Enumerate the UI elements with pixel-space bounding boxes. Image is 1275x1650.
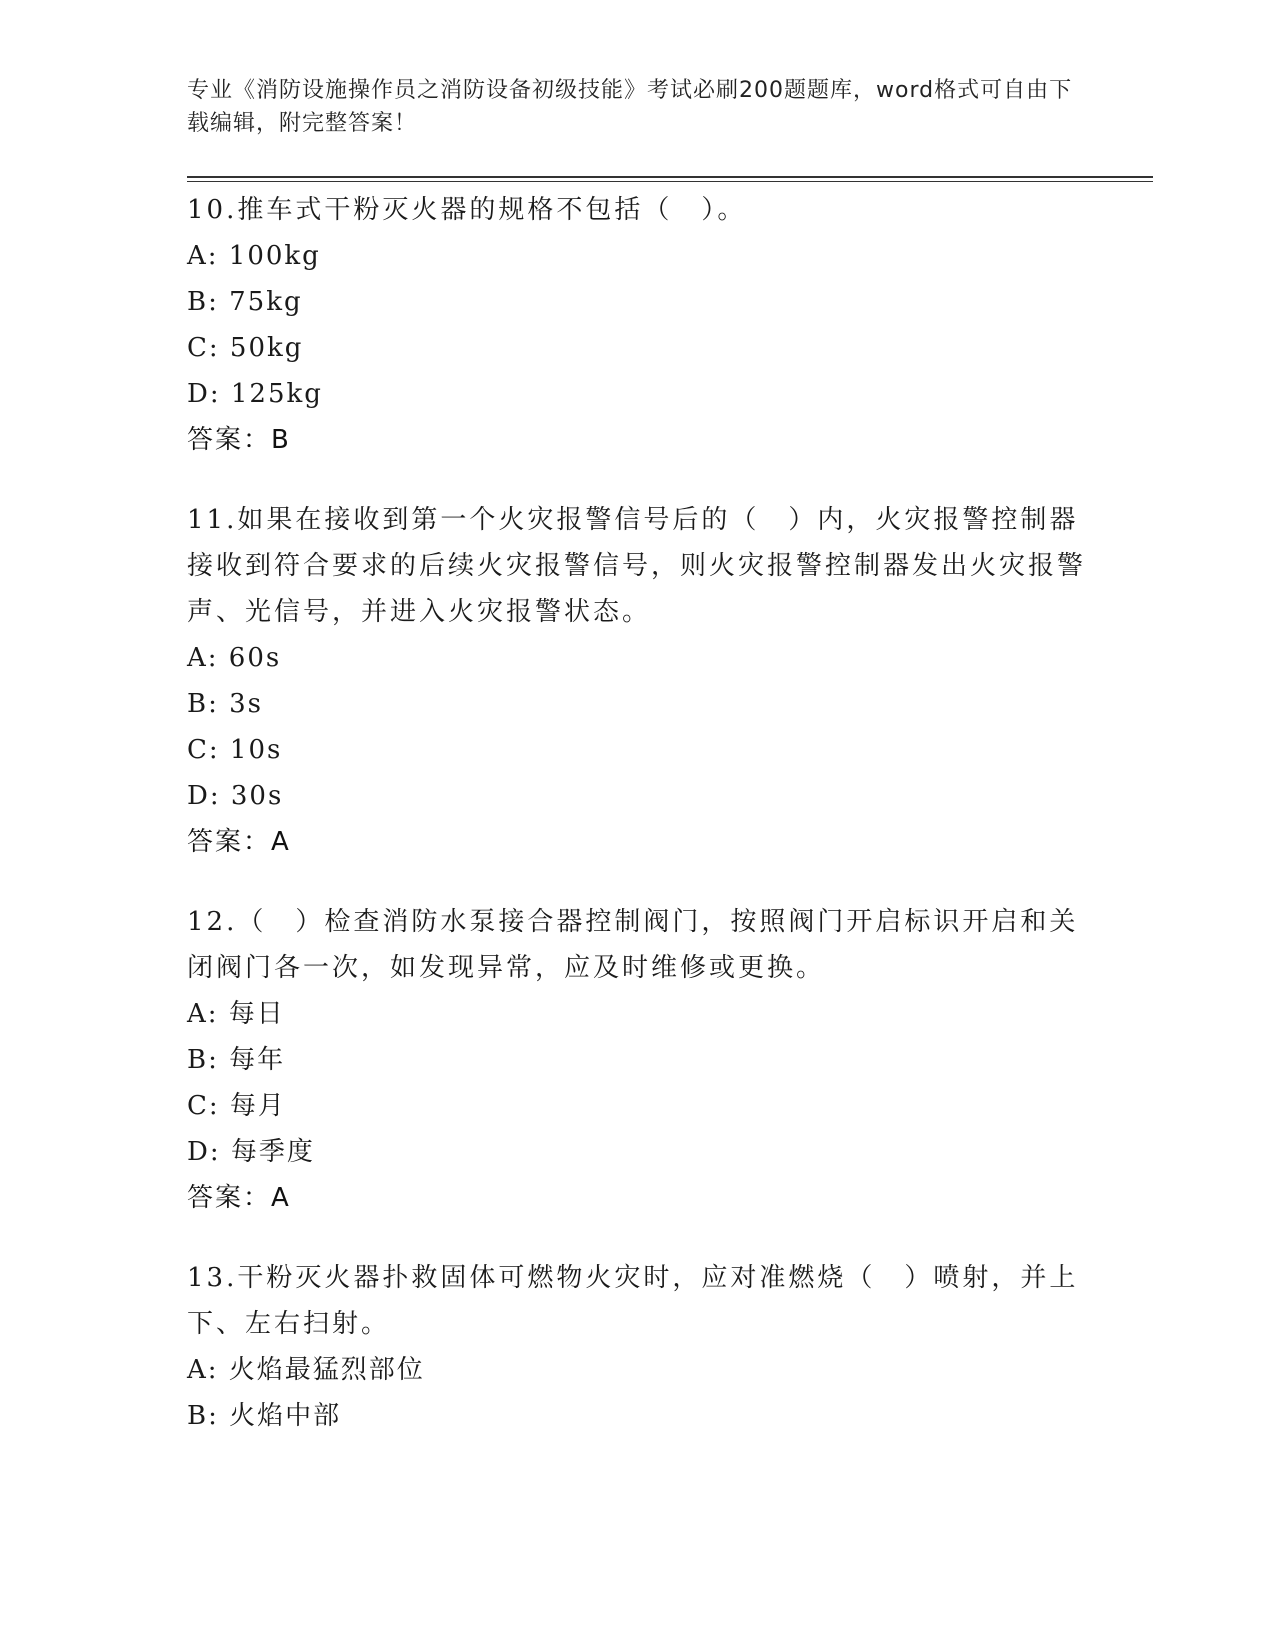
option-a: A: 100kg [187,241,321,271]
option-a: A: 60s [187,643,282,673]
question-10 [187,187,1087,463]
document-header: 专业《消防设施操作员之消防设备初级技能》考试必刷200题题库，word格式可自由下载编辑，附完整答案！ [187,78,1073,136]
option-c: C: 10s [187,735,283,765]
option-b: B: 火焰中部 [187,1401,342,1431]
option-b: B: 75kg [187,287,303,317]
option-a: A: 火焰最猛烈部位 [187,1355,425,1385]
question-11 [187,497,1087,865]
option-d: D: 125kg [187,379,323,409]
option-a: A: 每日 [187,999,285,1029]
option-d: D: 30s [187,781,284,811]
answer-label: 答案：B [187,425,291,455]
header-divider [187,176,1153,182]
option-c: C: 每月 [187,1091,286,1121]
question-12 [187,899,1087,1221]
question-stem: 13.干粉灭火器扑救固体可燃物火灾时，应对准燃烧（ ）喷射，并上下、左右扫射。 [187,1263,1079,1339]
question-list [187,187,1087,1473]
question-stem: 11.如果在接收到第一个火灾报警信号后的（ ）内，火灾报警控制器接收到符合要求的后续火灾报警信号，则火灾报警控制器发出火灾报警声、光信号，并进入火灾报警状态。 [187,505,1087,627]
option-c: C: 50kg [187,333,304,363]
option-b: B: 每年 [187,1045,286,1075]
question-stem: 10.推车式干粉灭火器的规格不包括（ ）。 [187,195,747,225]
option-d: D: 每季度 [187,1137,315,1167]
question-13 [187,1255,1087,1439]
answer-label: 答案：A [187,1183,291,1213]
question-stem: 12.（ ）检查消防水泵接合器控制阀门，按照阀门开启标识开启和关闭阀门各一次，如发现异常，应及时维修或更换。 [187,907,1079,983]
option-b: B: 3s [187,689,264,719]
answer-label: 答案：A [187,827,291,857]
